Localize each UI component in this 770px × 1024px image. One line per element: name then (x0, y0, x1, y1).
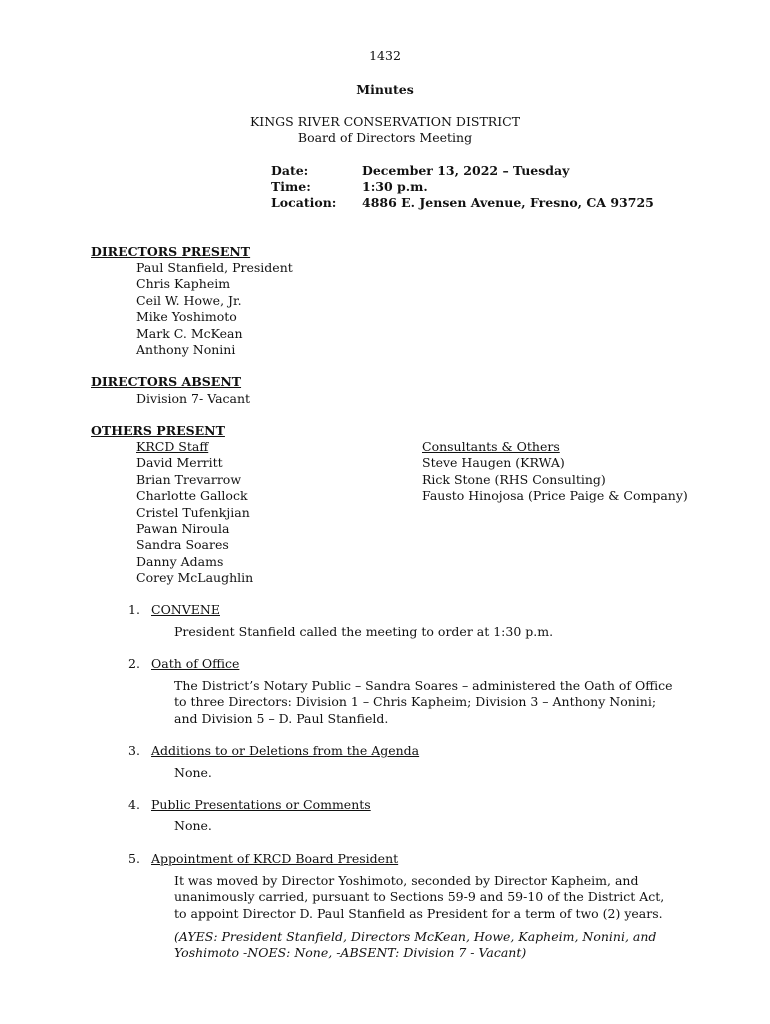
item-title-oath-of-office: Oath of Office (151, 656, 240, 671)
document-title: Minutes (356, 82, 414, 97)
item-number: 3. (128, 743, 140, 758)
item-number: 1. (128, 602, 140, 617)
page-number: 1432 (369, 48, 401, 63)
item-text: None. (174, 818, 212, 833)
director-name: Ceil W. Howe, Jr. (136, 292, 242, 308)
item-number: 4. (128, 797, 140, 812)
director-name: Mark C. McKean (136, 325, 243, 341)
consultants-list (422, 439, 688, 505)
staff-name: Charlotte Gallock (136, 488, 248, 504)
item-text: The District’s Notary Public – Sandra Soares – administered the Oath of Office to three Directors: Division 1 – Chris Kapheim; Division 3 – Anthony Nonini; and Division 5 – D. Paul Stanfield. (174, 678, 673, 726)
staff-name: Sandra Soares (136, 537, 229, 553)
consultants-heading: Consultants & Others (422, 439, 560, 454)
item-text: President Stanfield called the meeting to order at 1:30 p.m. (174, 624, 554, 639)
director-name: Mike Yoshimoto (136, 309, 237, 325)
staff-name: Danny Adams (136, 553, 224, 569)
staff-heading: KRCD Staff (136, 439, 209, 454)
directors-absent-heading: DIRECTORS ABSENT (91, 374, 242, 389)
item-text: It was moved by Director Yoshimoto, seconded by Director Kapheim, and unanimously carried, pursuant to Sections 59-9 and 59-10 of the District Act, to appoint Director D. Paul Stanfield as President for a term of two (2) years. (174, 873, 665, 921)
item-number: 2. (128, 656, 140, 671)
staff-name: Cristel Tufenkjian (136, 504, 250, 520)
consultant-name: Steve Haugen (KRWA) (422, 455, 565, 471)
item-title-public-comments: Public Presentations or Comments (151, 797, 371, 812)
director-name: Anthony Nonini (136, 341, 236, 357)
consultant-name: Fausto Hinojosa (Price Paige & Company) (422, 488, 688, 504)
date-value: December 13, 2022 – Tuesday (362, 163, 570, 178)
item-number: 5. (128, 851, 140, 866)
staff-list (136, 439, 253, 587)
directors-absent-list (136, 391, 250, 407)
consultant-name: Rick Stone (RHS Consulting) (422, 471, 606, 487)
location-value: 4886 E. Jensen Avenue, Fresno, CA 93725 (362, 195, 654, 210)
absent-director: Division 7- Vacant (136, 391, 251, 406)
staff-name: David Merritt (136, 455, 223, 471)
item-title-board-president: Appointment of KRCD Board President (151, 851, 399, 866)
staff-name: Corey McLaughlin (136, 570, 254, 586)
location-label: Location: (271, 195, 337, 210)
organization-name: KINGS RIVER CONSERVATION DISTRICT (249, 114, 521, 129)
staff-name: Brian Trevarrow (136, 471, 242, 487)
item-title-agenda-changes: Additions to or Deletions from the Agenda (151, 743, 420, 758)
staff-name: Pawan Niroula (136, 520, 230, 536)
time-value: 1:30 p.m. (362, 179, 428, 194)
directors-present-list (136, 260, 293, 358)
date-label: Date: (271, 163, 309, 178)
vote-record: (AYES: President Stanfield, Directors McKean, Howe, Kapheim, Nonini, and Yoshimoto -NOES: None, -ABSENT: Division 7 - Vacant) (174, 929, 657, 961)
meeting-name: Board of Directors Meeting (297, 130, 473, 145)
item-title-convene: CONVENE (151, 602, 220, 617)
director-name: Chris Kapheim (136, 276, 231, 292)
item-text: None. (174, 765, 212, 780)
director-name: Paul Stanfield, President (136, 260, 293, 275)
directors-present-heading: DIRECTORS PRESENT (91, 244, 251, 259)
others-present-heading: OTHERS PRESENT (91, 423, 225, 438)
time-label: Time: (271, 179, 311, 194)
